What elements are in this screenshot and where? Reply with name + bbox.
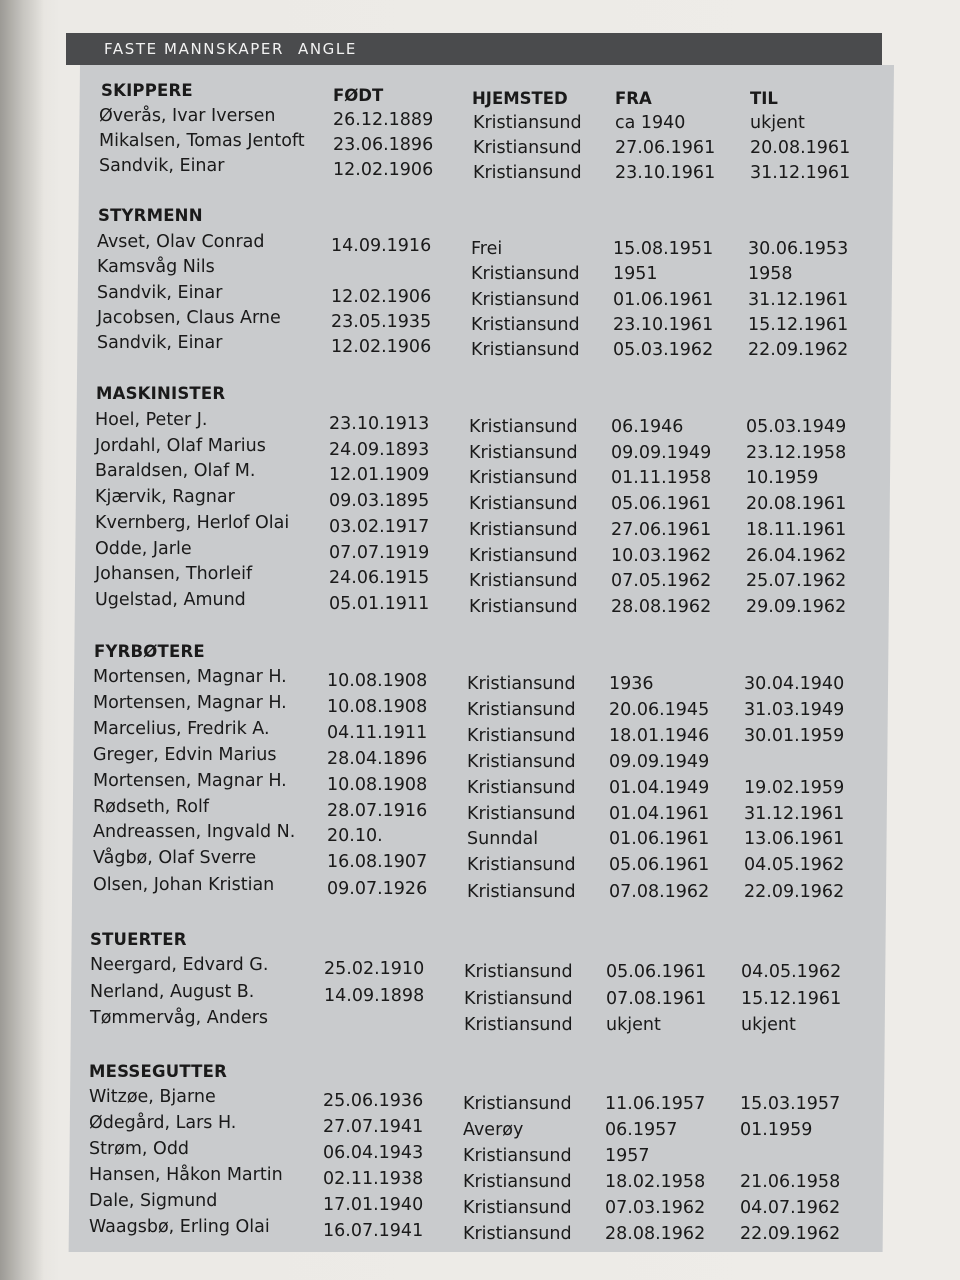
hometown: Kristiansund bbox=[469, 494, 578, 514]
birth-date: 25.02.1910 bbox=[324, 959, 425, 979]
hometown: Kristiansund bbox=[469, 546, 578, 566]
start-date: 28.08.1962 bbox=[611, 597, 712, 617]
column-header-born: FØDT bbox=[333, 86, 384, 105]
section-title: MESSEGUTTER bbox=[89, 1062, 227, 1081]
end-date: 20.08.1961 bbox=[746, 494, 847, 514]
start-date: 09.09.1949 bbox=[609, 752, 710, 772]
end-date: 15.12.1961 bbox=[748, 315, 849, 335]
birth-date: 26.12.1889 bbox=[333, 110, 434, 130]
section-title: STUERTER bbox=[90, 930, 187, 949]
end-date: 13.06.1961 bbox=[744, 829, 845, 849]
hometown: Kristiansund bbox=[469, 468, 578, 488]
birth-date: 10.08.1908 bbox=[327, 775, 428, 795]
birth-date: 17.01.1940 bbox=[323, 1195, 424, 1215]
start-date: 27.06.1961 bbox=[615, 138, 716, 158]
crew-name: Sandvik, Einar bbox=[97, 283, 223, 303]
header-title: FASTE MANNSKAPER bbox=[104, 40, 284, 58]
hometown: Kristiansund bbox=[469, 520, 578, 540]
section-title: MASKINISTER bbox=[96, 384, 226, 403]
start-date: 1951 bbox=[613, 264, 658, 284]
birth-date: 06.04.1943 bbox=[323, 1143, 424, 1163]
hometown: Kristiansund bbox=[467, 855, 576, 875]
hometown: Kristiansund bbox=[467, 752, 576, 772]
end-date: 04.07.1962 bbox=[740, 1198, 841, 1218]
birth-date: 23.10.1913 bbox=[329, 414, 430, 434]
crew-name: Witzøe, Bjarne bbox=[89, 1087, 216, 1107]
hometown: Kristiansund bbox=[463, 1198, 572, 1218]
crew-name: Ugelstad, Amund bbox=[95, 590, 246, 610]
crew-name: Kjærvik, Ragnar bbox=[95, 487, 235, 507]
column-header-from: FRA bbox=[615, 89, 652, 108]
end-date: 15.12.1961 bbox=[741, 989, 842, 1009]
hometown: Frei bbox=[471, 239, 503, 259]
end-date: 31.12.1961 bbox=[748, 290, 849, 310]
start-date: 27.06.1961 bbox=[611, 520, 712, 540]
birth-date: 02.11.1938 bbox=[323, 1169, 424, 1189]
birth-date: 10.08.1908 bbox=[327, 697, 428, 717]
hometown: Kristiansund bbox=[469, 417, 578, 437]
crew-name: Øverås, Ivar Iversen bbox=[99, 106, 276, 126]
crew-name: Odde, Jarle bbox=[95, 539, 192, 559]
end-date: 04.05.1962 bbox=[741, 962, 842, 982]
hometown: Kristiansund bbox=[473, 113, 582, 133]
start-date: 07.08.1962 bbox=[609, 882, 710, 902]
end-date: 22.09.1962 bbox=[744, 882, 845, 902]
hometown: Averøy bbox=[463, 1120, 524, 1140]
birth-date: 05.01.1911 bbox=[329, 594, 430, 614]
birth-date: 14.09.1898 bbox=[324, 986, 425, 1006]
birth-date: 28.07.1916 bbox=[327, 801, 428, 821]
column-header-to: TIL bbox=[750, 89, 778, 108]
start-date: 05.06.1961 bbox=[606, 962, 707, 982]
hometown: Kristiansund bbox=[463, 1224, 572, 1244]
end-date: 22.09.1962 bbox=[740, 1224, 841, 1244]
start-date: 18.02.1958 bbox=[605, 1172, 706, 1192]
birth-date: 23.05.1935 bbox=[331, 312, 432, 332]
start-date: ca 1940 bbox=[615, 113, 686, 133]
end-date: ukjent bbox=[741, 1015, 796, 1035]
hometown: Kristiansund bbox=[471, 340, 580, 360]
hometown: Kristiansund bbox=[467, 882, 576, 902]
hometown: Kristiansund bbox=[469, 443, 578, 463]
hometown: Kristiansund bbox=[467, 778, 576, 798]
start-date: 06.1957 bbox=[605, 1120, 678, 1140]
start-date: 06.1946 bbox=[611, 417, 684, 437]
birth-date: 14.09.1916 bbox=[331, 236, 432, 256]
crew-name: Mikalsen, Tomas Jentoft bbox=[99, 131, 305, 151]
end-date: 21.06.1958 bbox=[740, 1172, 841, 1192]
end-date: 22.09.1962 bbox=[748, 340, 849, 360]
crew-name: Kvernberg, Herlof Olai bbox=[95, 513, 290, 533]
crew-name: Baraldsen, Olaf M. bbox=[95, 461, 256, 481]
start-date: 15.08.1951 bbox=[613, 239, 714, 259]
end-date: 10.1959 bbox=[746, 468, 819, 488]
birth-date: 23.06.1896 bbox=[333, 135, 434, 155]
crew-name: Marcelius, Fredrik A. bbox=[93, 719, 270, 739]
crew-name: Nerland, August B. bbox=[90, 982, 255, 1002]
hometown: Sunndal bbox=[467, 829, 539, 849]
start-date: 18.01.1946 bbox=[609, 726, 710, 746]
end-date: 04.05.1962 bbox=[744, 855, 845, 875]
end-date: 31.12.1961 bbox=[744, 804, 845, 824]
crew-name: Jacobsen, Claus Arne bbox=[97, 308, 281, 328]
end-date: 01.1959 bbox=[740, 1120, 813, 1140]
hometown: Kristiansund bbox=[473, 163, 582, 183]
crew-name: Mortensen, Magnar H. bbox=[93, 771, 287, 791]
hometown: Kristiansund bbox=[467, 674, 576, 694]
end-date: 1958 bbox=[748, 264, 793, 284]
crew-name: Olsen, Johan Kristian bbox=[93, 875, 275, 895]
start-date: 1957 bbox=[605, 1146, 650, 1166]
birth-date: 28.04.1896 bbox=[327, 749, 428, 769]
start-date: 1936 bbox=[609, 674, 654, 694]
hometown: Kristiansund bbox=[463, 1172, 572, 1192]
start-date: 28.08.1962 bbox=[605, 1224, 706, 1244]
crew-name: Greger, Edvin Marius bbox=[93, 745, 277, 765]
birth-date: 12.02.1906 bbox=[331, 287, 432, 307]
end-date: 23.12.1958 bbox=[746, 443, 847, 463]
start-date: 11.06.1957 bbox=[605, 1094, 706, 1114]
end-date: 25.07.1962 bbox=[746, 571, 847, 591]
end-date: 29.09.1962 bbox=[746, 597, 847, 617]
birth-date: 24.09.1893 bbox=[329, 440, 430, 460]
birth-date: 27.07.1941 bbox=[323, 1117, 424, 1137]
crew-name: Vågbø, Olaf Sverre bbox=[93, 848, 257, 868]
hometown: Kristiansund bbox=[469, 597, 578, 617]
crew-name: Neergard, Edvard G. bbox=[90, 955, 269, 975]
start-date: 05.03.1962 bbox=[613, 340, 714, 360]
crew-name: Andreassen, Ingvald N. bbox=[93, 822, 296, 842]
birth-date: 12.02.1906 bbox=[333, 160, 434, 180]
start-date: 07.08.1961 bbox=[606, 989, 707, 1009]
crew-name: Mortensen, Magnar H. bbox=[93, 667, 287, 687]
start-date: 01.04.1949 bbox=[609, 778, 710, 798]
start-date: 01.06.1961 bbox=[613, 290, 714, 310]
crew-name: Avset, Olav Conrad bbox=[97, 232, 265, 252]
end-date: ukjent bbox=[750, 113, 805, 133]
birth-date: 20.10. bbox=[327, 826, 383, 846]
section-title: FYRBØTERE bbox=[94, 642, 205, 661]
end-date: 20.08.1961 bbox=[750, 138, 851, 158]
start-date: 20.06.1945 bbox=[609, 700, 710, 720]
end-date: 18.11.1961 bbox=[746, 520, 847, 540]
crew-name: Rødseth, Rolf bbox=[93, 797, 210, 817]
start-date: ukjent bbox=[606, 1015, 661, 1035]
crew-name: Hansen, Håkon Martin bbox=[89, 1165, 283, 1185]
birth-date: 04.11.1911 bbox=[327, 723, 428, 743]
crew-name: Jordahl, Olaf Marius bbox=[95, 436, 266, 456]
birth-date: 09.07.1926 bbox=[327, 879, 428, 899]
hometown: Kristiansund bbox=[467, 726, 576, 746]
end-date: 05.03.1949 bbox=[746, 417, 847, 437]
birth-date: 07.07.1919 bbox=[329, 543, 430, 563]
end-date: 15.03.1957 bbox=[740, 1094, 841, 1114]
start-date: 05.06.1961 bbox=[609, 855, 710, 875]
start-date: 07.05.1962 bbox=[611, 571, 712, 591]
start-date: 01.06.1961 bbox=[609, 829, 710, 849]
birth-date: 12.01.1909 bbox=[329, 465, 430, 485]
start-date: 05.06.1961 bbox=[611, 494, 712, 514]
birth-date: 16.08.1907 bbox=[327, 852, 428, 872]
hometown: Kristiansund bbox=[463, 1146, 572, 1166]
crew-name: Sandvik, Einar bbox=[99, 156, 225, 176]
end-date: 30.01.1959 bbox=[744, 726, 845, 746]
hometown: Kristiansund bbox=[471, 315, 580, 335]
start-date: 23.10.1961 bbox=[615, 163, 716, 183]
birth-date: 16.07.1941 bbox=[323, 1221, 424, 1241]
hometown: Kristiansund bbox=[467, 700, 576, 720]
hometown: Kristiansund bbox=[471, 264, 580, 284]
crew-name: Waagsbø, Erling Olai bbox=[89, 1217, 270, 1237]
birth-date: 24.06.1915 bbox=[329, 568, 430, 588]
crew-name: Tømmervåg, Anders bbox=[90, 1008, 269, 1028]
crew-name: Johansen, Thorleif bbox=[95, 564, 253, 584]
birth-date: 12.02.1906 bbox=[331, 337, 432, 357]
start-date: 01.04.1961 bbox=[609, 804, 710, 824]
column-header-home: HJEMSTED bbox=[472, 89, 568, 108]
end-date: 30.06.1953 bbox=[748, 239, 849, 259]
header-subtitle: ANGLE bbox=[298, 40, 357, 58]
birth-date: 25.06.1936 bbox=[323, 1091, 424, 1111]
end-date: 30.04.1940 bbox=[744, 674, 845, 694]
crew-name: Kamsvåg Nils bbox=[97, 257, 215, 277]
crew-name: Dale, Sigmund bbox=[89, 1191, 218, 1211]
end-date: 26.04.1962 bbox=[746, 546, 847, 566]
start-date: 09.09.1949 bbox=[611, 443, 712, 463]
hometown: Kristiansund bbox=[467, 804, 576, 824]
birth-date: 10.08.1908 bbox=[327, 671, 428, 691]
hometown: Kristiansund bbox=[464, 1015, 573, 1035]
end-date: 31.03.1949 bbox=[744, 700, 845, 720]
crew-name: Hoel, Peter J. bbox=[95, 410, 208, 430]
start-date: 01.11.1958 bbox=[611, 468, 712, 488]
hometown: Kristiansund bbox=[473, 138, 582, 158]
section-title: SKIPPERE bbox=[101, 81, 193, 100]
hometown: Kristiansund bbox=[471, 290, 580, 310]
crew-name: Strøm, Odd bbox=[89, 1139, 190, 1159]
crew-name: Ødegård, Lars H. bbox=[89, 1113, 237, 1133]
hometown: Kristiansund bbox=[464, 989, 573, 1009]
hometown: Kristiansund bbox=[463, 1094, 572, 1114]
hometown: Kristiansund bbox=[464, 962, 573, 982]
hometown: Kristiansund bbox=[469, 571, 578, 591]
crew-name: Mortensen, Magnar H. bbox=[93, 693, 287, 713]
start-date: 10.03.1962 bbox=[611, 546, 712, 566]
crew-name: Sandvik, Einar bbox=[97, 333, 223, 353]
end-date: 19.02.1959 bbox=[744, 778, 845, 798]
birth-date: 09.03.1895 bbox=[329, 491, 430, 511]
section-title: STYRMENN bbox=[98, 206, 203, 225]
end-date: 31.12.1961 bbox=[750, 163, 851, 183]
birth-date: 03.02.1917 bbox=[329, 517, 430, 537]
start-date: 23.10.1961 bbox=[613, 315, 714, 335]
start-date: 07.03.1962 bbox=[605, 1198, 706, 1218]
